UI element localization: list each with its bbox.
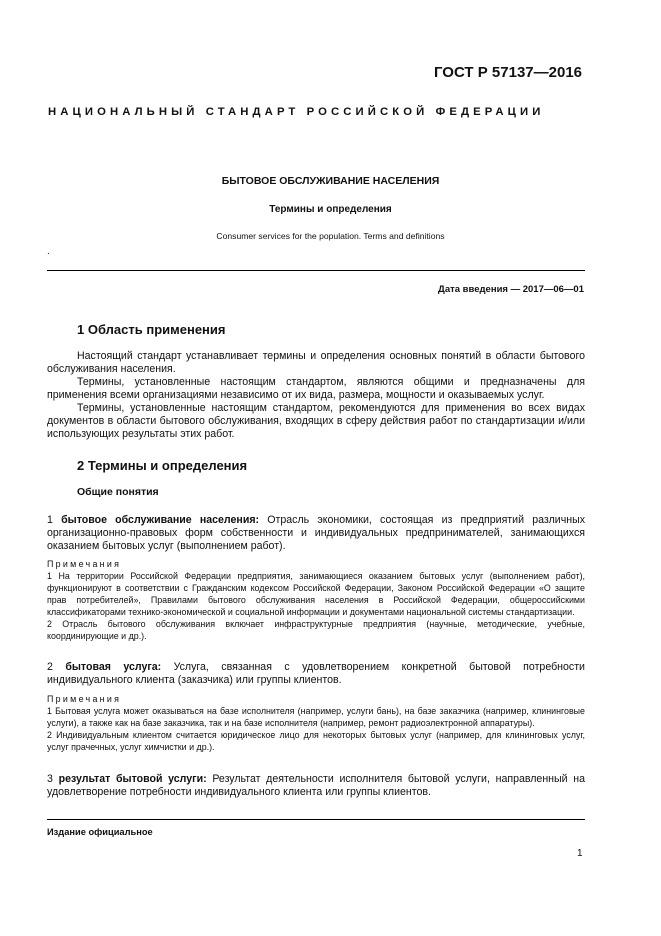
term-definition: Результат деятельности исполнителя бытовой услуги, направленный на удовлетворение потребности индивидуального клиента или группы клиентов. (47, 773, 585, 798)
national-standard-banner: НАЦИОНАЛЬНЫЙ СТАНДАРТ РОССИЙСКОЙ ФЕДЕРАЦИИ (48, 106, 545, 118)
term-entry-2 (47, 661, 585, 687)
term-1-notes (47, 558, 585, 642)
term-definition: Отрасль экономики, состоящая из предприятий различных организационно-правовых форм собственности и индивидуальных предпринимателей, занимающихся оказанием бытовых услуг (выполнением работ). (47, 514, 585, 552)
term-number: 2 (47, 661, 53, 673)
page-number: 1 (577, 848, 583, 859)
term-definition: Услуга, связанная с удовлетворением конкретной бытовой потребности индивидуального клиента (заказчика) или группы клиентов. (47, 661, 585, 686)
document-subtitle: Термины и определения (269, 204, 392, 215)
term-number: 3 (47, 773, 53, 785)
title-divider (47, 270, 585, 271)
section1-paragraph: Настоящий стандарт устанавливает термины и определения основных понятий в области бытового обслуживания населения. (47, 350, 585, 375)
section1-paragraph: Термины, установленные настоящим стандартом, являются общими и предназначены для применения всеми организациями независимо от их вида, размера, мощности и оказываемых услуг. (47, 376, 585, 401)
section2-heading: 2 Термины и определения (77, 458, 248, 473)
term-number: 1 (47, 514, 53, 526)
term-name: бытовая услуга: (65, 661, 162, 673)
general-concepts-subheading: Общие понятия (77, 486, 159, 498)
official-edition-label: Издание официальное (47, 827, 153, 837)
document-title: БЫТОВОЕ ОБСЛУЖИВАНИЕ НАСЕЛЕНИЯ (221, 175, 440, 187)
english-title: Consumer services for the population. Terms and definitions (216, 231, 445, 241)
term-entry-1 (47, 514, 585, 553)
introduction-date: Дата введения — 2017—06—01 (438, 284, 584, 295)
note-item: 2 Отрасль бытового обслуживания включает инфраструктурные предприятия (научные, методические, учебные, координирующие и др.). (47, 619, 585, 641)
term-2-notes (47, 693, 585, 753)
section1-paragraph: Термины, установленные настоящим стандартом, рекомендуются для применения во всех видах документов в области бытового обслуживания, входящих в сферу действия работ по стандартизации и/или использующих результаты этих работ. (47, 402, 585, 440)
section1-heading: 1 Область применения (77, 322, 226, 337)
note-item: 2 Индивидуальным клиентом считается юридическое лицо для некоторых бытовых услуг (например, для клининговых услуг, услуг прачечных, услуг химчистки и др.). (47, 730, 585, 752)
term-name: результат бытовой услуги: (58, 773, 207, 785)
note-item: 1 На территории Российской Федерации предприятия, занимающиеся оказанием бытовых услуг (выполнением работ), функционируют в соответствии с Гражданским кодексом Российской Федерации, Законом Российской Федерации «О защите прав потребителей», Правилами бытового обслуживания населения в Российской Федерации, общероссийскими классификаторами технико-экономической и социальной информации и документами национальной системы стандартизации. (47, 571, 585, 617)
term-name: бытовое обслуживание населения: (61, 514, 260, 526)
note-item: 1 Бытовая услуга может оказываться на базе исполнителя (например, услуги бань), на базе заказчика (например, клининговые услуги), а также как на базе заказчика, так и на базе исполнителя (например, ремонт радиоэлектронной аппаратуры). (47, 706, 585, 728)
stray-mark: . (47, 246, 50, 257)
standard-code: ГОСТ Р 57137—2016 (433, 64, 582, 81)
footer-divider (47, 819, 585, 820)
notes-heading: Примечания (47, 694, 122, 704)
section1-body (47, 350, 585, 441)
term-entry-3 (47, 773, 585, 799)
notes-heading: Примечания (47, 559, 122, 569)
